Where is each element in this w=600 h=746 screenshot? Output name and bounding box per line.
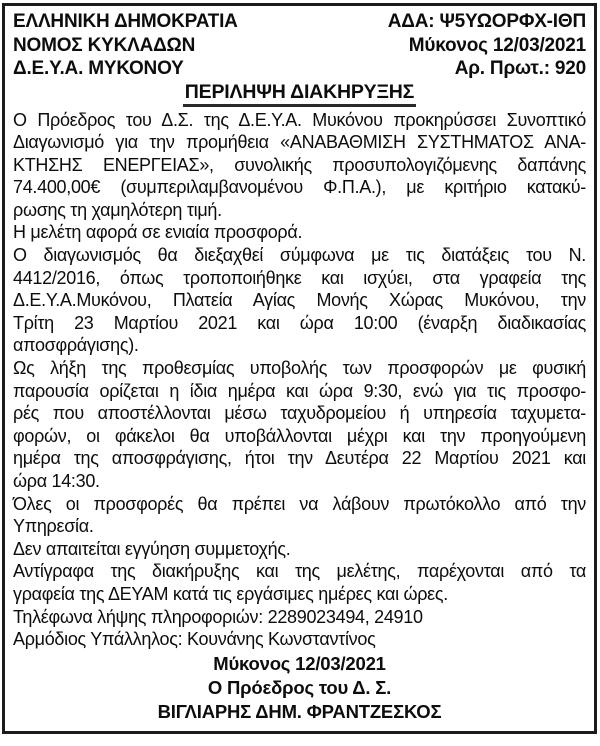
text-line: ρωσης τη χαμηλότερη τιμή. <box>13 199 222 220</box>
text-line: Αντίγραφα της διακήρυξης και της μελέτης, παρέχονται από τα <box>13 561 586 582</box>
issuer-block <box>13 10 238 81</box>
paragraph <box>13 606 586 629</box>
signature-line: Μύκονος 12/03/2021 <box>213 652 386 674</box>
paragraph <box>13 109 586 222</box>
notice-body <box>13 109 586 651</box>
text-line: αποσφράγισης). <box>13 335 139 356</box>
issuer-line: ΝΟΜΟΣ ΚΥΚΛΑΔΩΝ <box>13 34 196 56</box>
text-line: Ο διαγωνισμός θα διεξαχθεί σύμφωνα με τις διατάξεις του Ν. <box>13 245 586 266</box>
text-line: Όλες οι προσφορές θα πρέπει να λάβουν πρωτόκολλο από την <box>13 493 586 514</box>
text-line: Ως λήξη της προθεσμίας υποβολής των προσφορών με φυσική <box>13 358 586 379</box>
registry-line: ΑΔΑ: Ψ5ΥΩΟΡΦΧ-ΙΘΠ <box>387 11 586 32</box>
paragraph <box>13 560 586 605</box>
text-line: ρές που αποστέλλονται μέσω ταχυδρομείου ή υπηρεσία ταχυμετα- <box>13 403 586 424</box>
text-line: Δ.Ε.Υ.Α.Μυκόνου, Πλατεία Αγίας Μονής Χώρας Μυκόνου, την <box>13 290 586 311</box>
text-line: Δεν απαιτείται εγγύηση συμμετοχής. <box>13 538 291 559</box>
text-line: παρουσία ορίζεται η ίδια ημέρα και ώρα 9:30, ενώ για τις προσφο- <box>13 380 586 401</box>
registry-line: Μύκονος 12/03/2021 <box>408 34 586 56</box>
text-line: Ο Πρόεδρος του Δ.Σ. της Δ.Ε.Υ.Α. Μυκόνου προκηρύσσει Συνοπτικό <box>13 109 586 130</box>
registry-block <box>388 10 586 81</box>
text-line: Υπηρεσία. <box>13 516 94 537</box>
paragraph <box>13 493 586 538</box>
issuer-line: ΕΛΛΗΝΙΚΗ ΔΗΜΟΚΡΑΤΙΑ <box>13 11 238 32</box>
text-line: φορών, οι φάκελοι θα υποβάλλονται μέχρι και την προηγούμενη <box>13 425 586 446</box>
text-line: ώρα 14:30. <box>13 471 100 491</box>
registry-line: Αρ. Πρωτ.: 920 <box>454 58 586 79</box>
paragraph <box>13 538 586 561</box>
paragraph <box>13 244 586 357</box>
text-line: Τηλέφωνα λήψης πληροφοριών: 2289023494, 24910 <box>13 606 423 627</box>
issuer-line: Δ.Ε.Υ.Α. ΜΥΚΟΝΟΥ <box>13 58 184 79</box>
paragraph <box>13 357 586 493</box>
notice-header <box>13 10 586 81</box>
text-line: Διαγωνισμό για την προμήθεια «ΑΝΑΒΑΘΜΙΣΗ ΣΥΣΤΗΜΑΤΟΣ ΑΝΑ- <box>13 132 586 153</box>
signature-line: ΒΙΓΛΙΑΡΗΣ ΔΗΜ. ΦΡΑΝΤΖΕΣΚΟΣ <box>157 701 442 723</box>
text-line: 74.400,00€ (συμπεριλαμβανομένου Φ.Π.Α.), με κριτήριο κατακύ- <box>13 177 586 198</box>
text-line: Αρμόδιος Υπάλληλος: Κουνάνης Κωνσταντίνος <box>13 629 376 650</box>
signature-line: Ο Πρόεδρος του Δ. Σ. <box>207 676 392 698</box>
paragraph <box>13 221 586 244</box>
text-line: 4412/2016, όπως τροποποιήθηκε και ισχύει, στα γραφεία της <box>13 267 586 288</box>
text-line: ΚΤΗΣΗΣ ΕΝΕΡΓΕΙΑΣ», συνολικής προσυπολογιζόμενης δαπάνης <box>13 154 586 175</box>
paragraph <box>13 628 586 651</box>
text-line: Η μελέτη αφορά σε ενιαία προσφορά. <box>13 222 303 243</box>
text-line: Τρίτη 23 Μαρτίου 2021 και ώρα 10:00 (έναρξη διαδικασίας <box>13 312 586 333</box>
title-row <box>13 82 586 107</box>
signature-block <box>13 652 586 725</box>
notice-title: ΠΕΡΙΛΗΨΗ ΔΙΑΚΗΡΥΞΗΣ <box>183 82 416 107</box>
text-line: ημέρα της αποσφράγισης, ήτοι την Δευτέρα 22 Μαρτίου 2021 και <box>13 448 586 469</box>
text-line: γραφεία της ΔΕΥΑΜ κατά τις εργάσιμες ημέρες και ώρες. <box>13 583 448 604</box>
notice-frame <box>2 3 597 734</box>
